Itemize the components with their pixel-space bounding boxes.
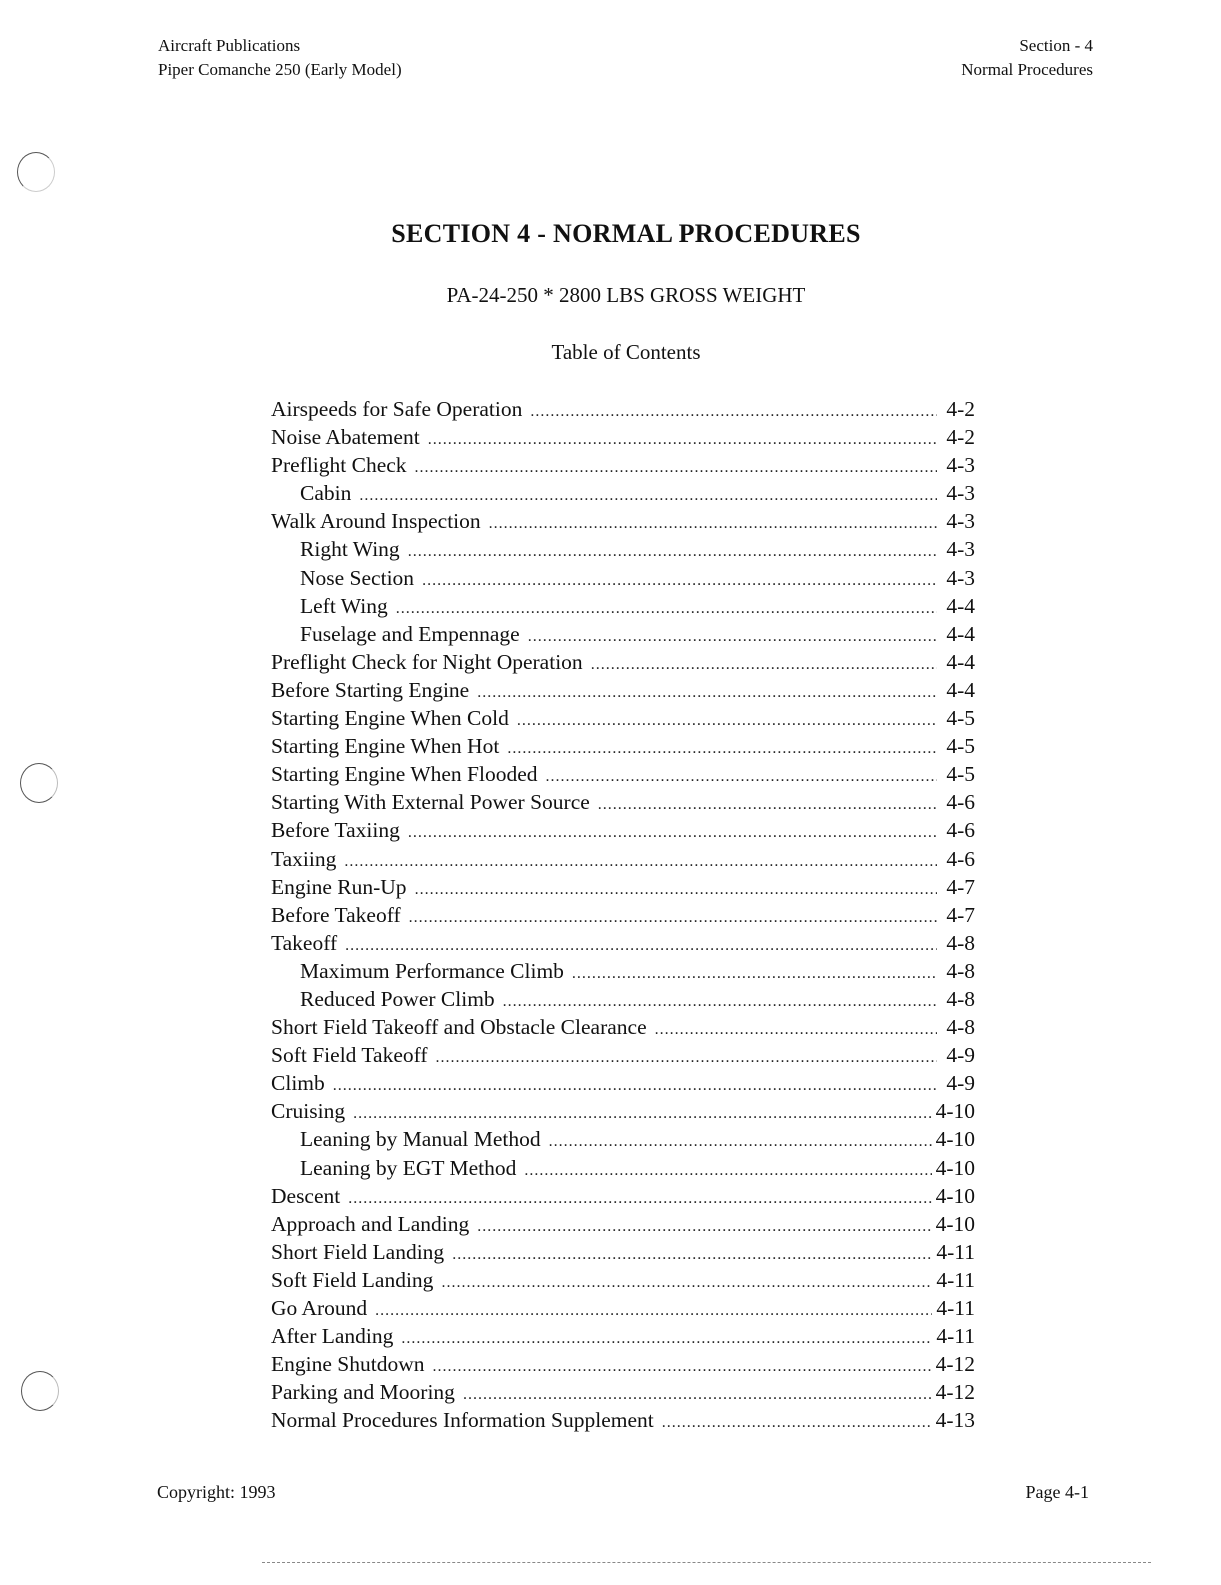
- toc-entry-page: 4-10: [935, 1127, 975, 1152]
- toc-entry: [271, 1378, 975, 1406]
- toc-entry-page: 4-6: [946, 846, 975, 871]
- page-subtitle: PA-24-250 * 2800 LBS GROSS WEIGHT: [446, 283, 806, 307]
- toc-entry-page: 4-9: [946, 1071, 975, 1096]
- toc-dot-leader: [408, 538, 937, 566]
- toc-entry-label: Leaning by Manual Method: [300, 1127, 541, 1152]
- toc-entry-page: 4-8: [946, 930, 975, 955]
- toc-entry-label: Soft Field Landing: [271, 1267, 434, 1292]
- toc-dot-leader: [452, 1241, 932, 1269]
- toc-entry-page: 4-4: [946, 621, 975, 646]
- toc-entry: [271, 1406, 975, 1434]
- toc-entry-label: Noise Abatement: [271, 425, 420, 450]
- toc-entry-page: 4-10: [935, 1099, 975, 1124]
- toc-dot-leader: [489, 510, 937, 538]
- toc-entry-label: Right Wing: [300, 537, 400, 562]
- toc-entry-label: Climb: [271, 1071, 325, 1096]
- toc-entry-label: Descent: [271, 1183, 341, 1208]
- toc-dot-leader: [422, 567, 937, 595]
- toc-entry: [271, 676, 975, 704]
- toc-entry-page: 4-11: [936, 1267, 975, 1292]
- toc-dot-leader: [528, 623, 937, 651]
- toc-dot-leader: [546, 763, 937, 791]
- toc-entry-page: 4-2: [946, 397, 975, 421]
- toc-entry-page: 4-11: [936, 1239, 975, 1264]
- binder-hole-top: [17, 152, 55, 192]
- toc-dot-leader: [348, 1185, 931, 1213]
- toc-dot-leader: [415, 876, 937, 904]
- toc-entry-page: 4-2: [946, 425, 975, 450]
- toc-entry-page: 4-7: [946, 874, 975, 899]
- toc-entry-label: Go Around: [271, 1296, 368, 1320]
- toc-entry-label: Maximum Performance Climb: [300, 958, 564, 983]
- scan-edge-line: [262, 1562, 1151, 1563]
- toc-entry-label: Nose Section: [300, 565, 415, 590]
- toc-entry-label: Takeoff: [271, 930, 338, 955]
- toc-dot-leader: [662, 1409, 932, 1437]
- toc-entry: [271, 788, 975, 816]
- toc-entry-page: 4-3: [946, 509, 975, 534]
- toc-entry-page: 4-7: [946, 902, 975, 927]
- toc-entry: [271, 451, 975, 479]
- toc-entry: [271, 873, 975, 901]
- toc-heading: Table of Contents: [551, 340, 701, 364]
- toc-entry-page: 4-6: [946, 818, 975, 843]
- toc-dot-leader: [477, 1213, 931, 1241]
- toc-entry-page: 4-9: [946, 1043, 975, 1068]
- toc-entry: [271, 1125, 975, 1153]
- toc-dot-leader: [517, 707, 937, 735]
- toc-dot-leader: [333, 1072, 937, 1100]
- toc-entry-label: Preflight Check for Night Operation: [271, 649, 583, 674]
- toc-dot-leader: [408, 819, 937, 847]
- toc-entry-page: 4-12: [935, 1352, 975, 1377]
- toc-entry-label: After Landing: [271, 1324, 394, 1349]
- toc-entry-label: Before Starting Engine: [271, 677, 470, 702]
- toc-entry-label: Cabin: [300, 481, 352, 506]
- toc-entry: [271, 1350, 975, 1378]
- toc-entry-label: Left Wing: [300, 593, 388, 618]
- toc-entry: [271, 985, 975, 1013]
- toc-entry-page: 4-4: [946, 593, 975, 618]
- toc-entry: [271, 1097, 975, 1125]
- toc-entry-page: 4-12: [935, 1380, 975, 1405]
- toc-entry: [271, 1154, 975, 1182]
- toc-entry: [271, 1266, 975, 1294]
- toc-entry: [271, 535, 975, 563]
- publisher-name: Aircraft Publications: [158, 36, 301, 55]
- toc-dot-leader: [375, 1297, 932, 1325]
- toc-dot-leader: [524, 1157, 931, 1185]
- toc-dot-leader: [503, 988, 937, 1016]
- toc-entry: [271, 1182, 975, 1210]
- toc-dot-leader: [477, 679, 937, 707]
- toc-entry: [271, 564, 975, 592]
- header-right: [961, 34, 1093, 82]
- toc-dot-leader: [432, 1353, 931, 1381]
- toc-entry: [271, 648, 975, 676]
- toc-entry-page: 4-10: [935, 1211, 975, 1236]
- toc-dot-leader: [436, 1044, 937, 1072]
- toc-entry-page: 4-4: [946, 649, 975, 674]
- header-left: [158, 34, 402, 82]
- page-title: SECTION 4 - NORMAL PROCEDURES: [391, 219, 861, 248]
- toc-entry-label: Reduced Power Climb: [300, 986, 495, 1011]
- toc-entry-page: 4-3: [946, 453, 975, 478]
- toc-dot-leader: [655, 1016, 937, 1044]
- toc-dot-leader: [353, 1100, 932, 1128]
- aircraft-model: Piper Comanche 250 (Early Model): [158, 60, 402, 79]
- toc-entry-page: 4-3: [946, 565, 975, 590]
- toc-entry: [271, 929, 975, 957]
- toc-entry-page: 4-5: [946, 706, 975, 731]
- toc-entry-page: 4-11: [936, 1296, 975, 1320]
- toc-entry: [271, 1210, 975, 1238]
- toc-entry-label: Parking and Mooring: [271, 1380, 455, 1405]
- section-number: Section - 4: [1019, 36, 1093, 55]
- toc-entry-label: Engine Run-Up: [271, 874, 407, 899]
- toc-dot-leader: [359, 482, 937, 510]
- toc-entry: [271, 620, 975, 648]
- toc-entry-label: Starting Engine When Cold: [271, 706, 509, 731]
- toc-entry: [271, 760, 975, 788]
- toc-entry-label: Soft Field Takeoff: [271, 1043, 428, 1068]
- toc-entry-label: Before Takeoff: [271, 902, 401, 927]
- toc-entry-page: 4-8: [946, 986, 975, 1011]
- toc-dot-leader: [428, 426, 937, 454]
- toc-entry-label: Engine Shutdown: [271, 1352, 425, 1377]
- page-number: Page 4-1: [1025, 1482, 1089, 1502]
- section-name: Normal Procedures: [961, 60, 1093, 79]
- toc-entry-page: 4-3: [946, 537, 975, 562]
- toc-entry: [271, 507, 975, 535]
- toc-entry-label: Starting Engine When Hot: [271, 734, 500, 759]
- toc-entry-label: Fuselage and Empennage: [300, 621, 520, 646]
- copyright-notice: Copyright: 1993: [157, 1482, 276, 1502]
- toc-dot-leader: [591, 651, 937, 679]
- toc-entry-page: 4-11: [936, 1324, 975, 1349]
- toc-entry-page: 4-6: [946, 790, 975, 815]
- toc-entry: [271, 1013, 975, 1041]
- toc-entry-page: 4-5: [946, 734, 975, 759]
- toc-entry-label: Leaning by EGT Method: [300, 1155, 517, 1180]
- toc-dot-leader: [441, 1269, 932, 1297]
- toc-entry: [271, 1238, 975, 1266]
- toc-entry-label: Before Taxiing: [271, 818, 400, 843]
- toc-entry-label: Short Field Landing: [271, 1239, 445, 1264]
- toc-entry-page: 4-13: [935, 1408, 975, 1433]
- toc-entry: [271, 395, 975, 423]
- toc-entry: [271, 423, 975, 451]
- toc-entry: [271, 479, 975, 507]
- toc-dot-leader: [345, 932, 937, 960]
- toc-entry-label: Taxiing: [271, 846, 337, 871]
- toc-entry-page: 4-4: [946, 677, 975, 702]
- toc-dot-leader: [549, 1128, 932, 1156]
- toc-entry-page: 4-8: [946, 1015, 975, 1040]
- toc-entry: [271, 957, 975, 985]
- toc-entry: [271, 592, 975, 620]
- toc-entry-page: 4-8: [946, 958, 975, 983]
- toc-entry-label: Starting With External Power Source: [271, 790, 590, 815]
- toc-entry-label: Cruising: [271, 1099, 346, 1124]
- toc-entry: [271, 1041, 975, 1069]
- toc-dot-leader: [598, 791, 937, 819]
- toc-entry-label: Short Field Takeoff and Obstacle Clearance: [271, 1015, 647, 1040]
- toc-dot-leader: [401, 1325, 932, 1353]
- toc-entry-page: 4-3: [946, 481, 975, 506]
- toc-dot-leader: [463, 1381, 932, 1409]
- toc-entry-label: Normal Procedures Information Supplement: [271, 1408, 654, 1433]
- binder-hole-middle: [20, 763, 58, 803]
- toc-dot-leader: [507, 735, 937, 763]
- toc-dot-leader: [409, 904, 937, 932]
- toc-dot-leader: [396, 595, 937, 623]
- toc-dot-leader: [415, 454, 937, 482]
- toc-entry-page: 4-10: [935, 1183, 975, 1208]
- toc-entry: [271, 1322, 975, 1350]
- toc-entry: [271, 816, 975, 844]
- toc-entry: [271, 845, 975, 873]
- table-of-contents: [271, 395, 975, 1434]
- toc-entry: [271, 1069, 975, 1097]
- toc-entry: [271, 901, 975, 929]
- toc-entry: [271, 732, 975, 760]
- toc-entry-page: 4-5: [946, 762, 975, 787]
- toc-entry-label: Approach and Landing: [271, 1211, 470, 1236]
- toc-entry-label: Walk Around Inspection: [271, 509, 481, 534]
- toc-dot-leader: [344, 848, 937, 876]
- binder-hole-bottom: [21, 1371, 59, 1411]
- toc-entry-label: Airspeeds for Safe Operation: [271, 397, 523, 421]
- toc-entry-label: Preflight Check: [271, 453, 407, 478]
- toc-entry: [271, 704, 975, 732]
- toc-dot-leader: [530, 398, 937, 426]
- toc-entry: [271, 1294, 975, 1322]
- toc-entry-label: Starting Engine When Flooded: [271, 762, 538, 787]
- toc-dot-leader: [572, 960, 937, 988]
- toc-entry-page: 4-10: [935, 1155, 975, 1180]
